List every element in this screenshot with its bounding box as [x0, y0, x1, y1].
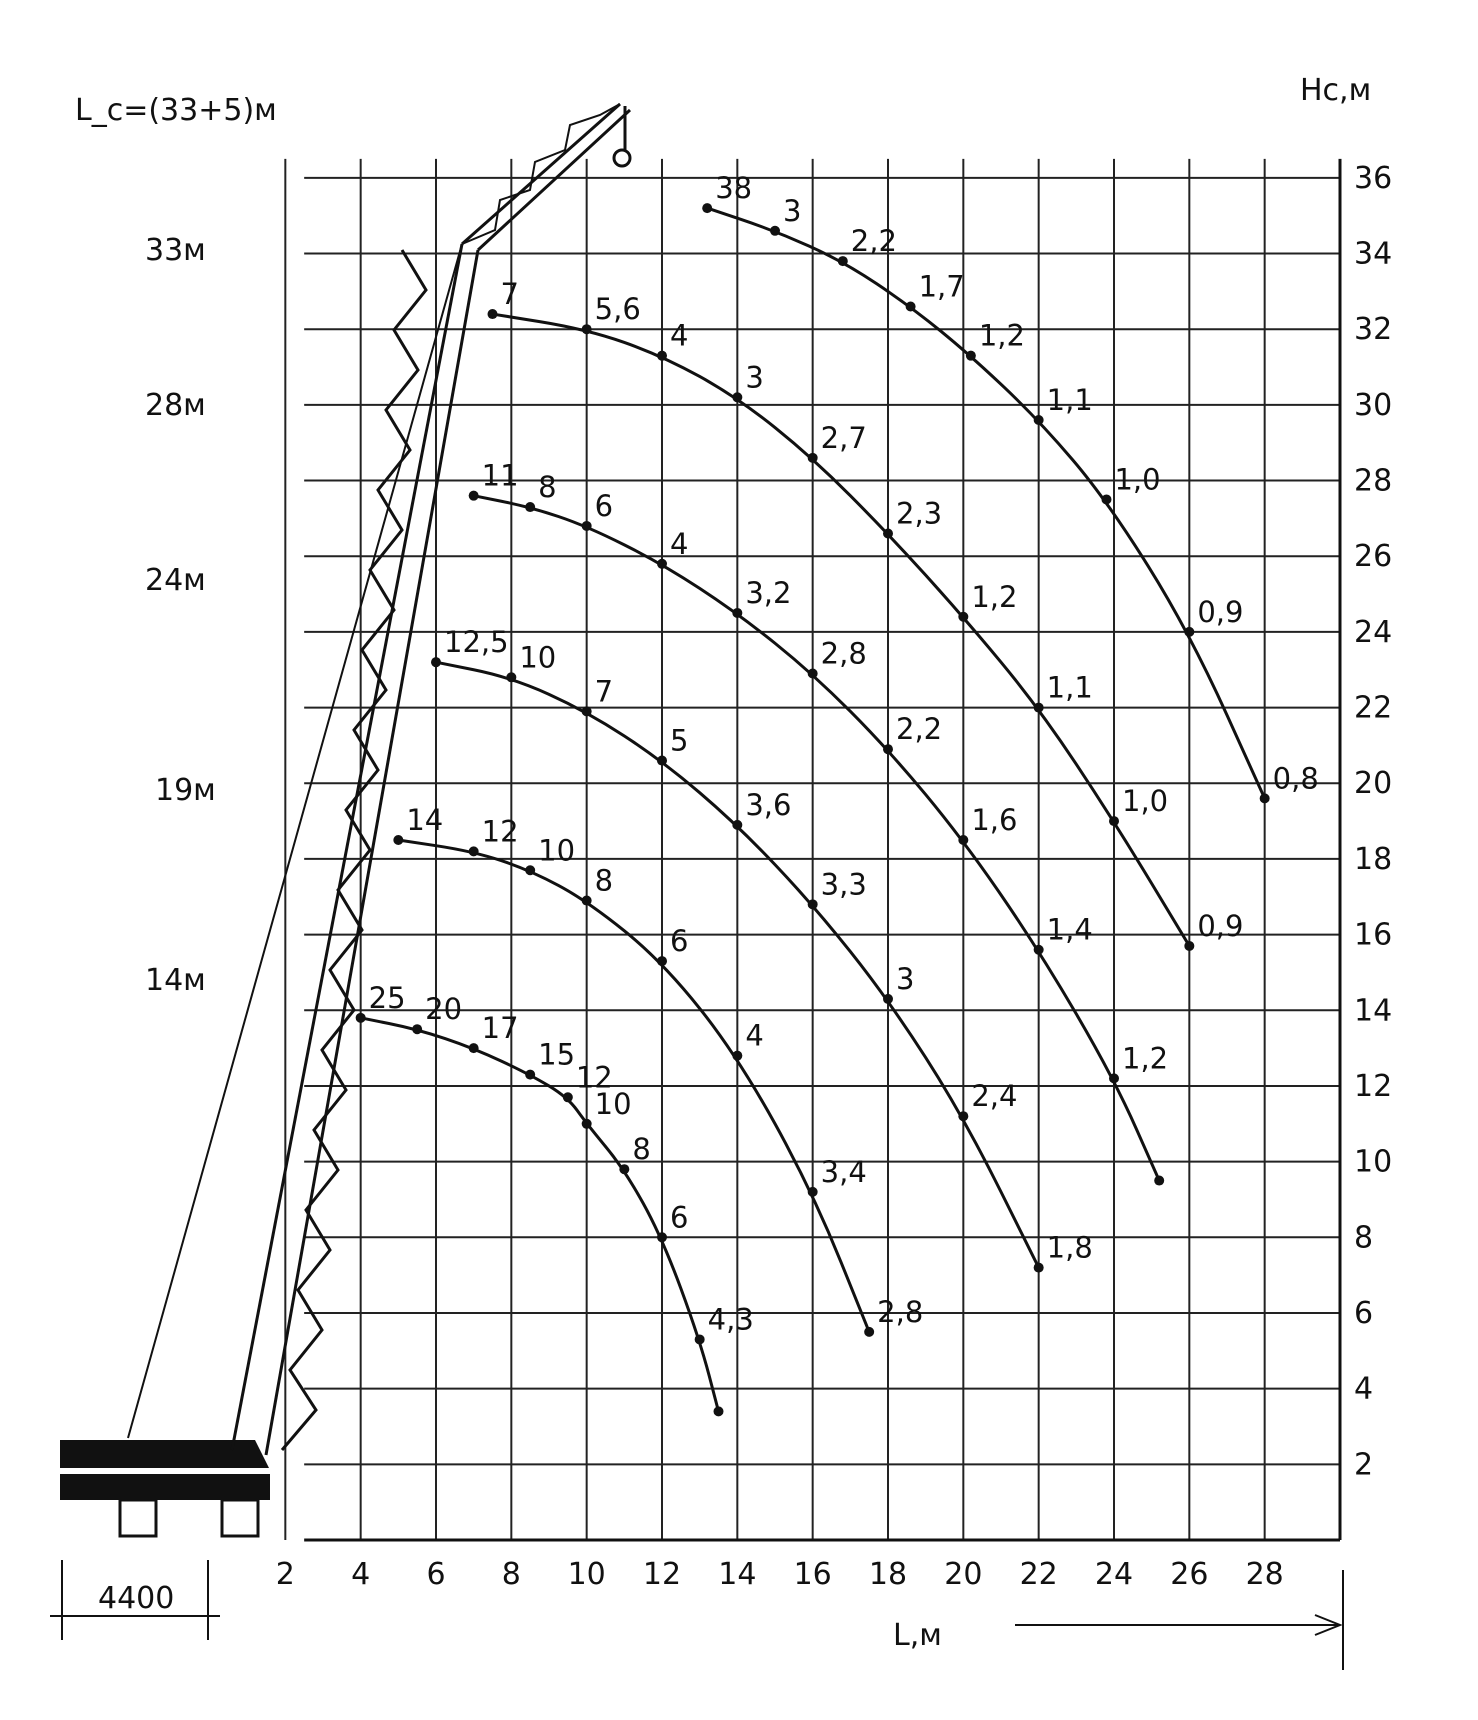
data-point [808, 669, 818, 679]
data-label: 3,3 [820, 867, 867, 902]
data-label: 1,1 [1046, 670, 1093, 705]
data-point [582, 706, 592, 716]
boom-right-edge [266, 250, 478, 1455]
x-tick-label: 6 [426, 1557, 446, 1592]
x-tick-label: 18 [868, 1557, 908, 1592]
boom-length-label: 19м [155, 773, 216, 808]
data-point [619, 1164, 629, 1174]
data-point [883, 994, 893, 1004]
data-point [1101, 494, 1111, 504]
data-label: 2,7 [820, 420, 867, 455]
data-label: 5,6 [594, 292, 641, 327]
axes [145, 159, 1392, 1592]
data-label: 12,5 [444, 625, 509, 660]
data-label: 15 [538, 1037, 576, 1072]
data-point [525, 1070, 535, 1080]
data-point [695, 1334, 705, 1344]
data-label: 12 [481, 814, 519, 849]
x-tick-label: 16 [793, 1557, 832, 1592]
data-point [1034, 945, 1044, 955]
data-label: 10 [519, 640, 557, 675]
data-label: 6 [670, 924, 689, 959]
data-point [732, 820, 742, 830]
data-point [808, 1187, 818, 1197]
y-tick-label: 26 [1354, 539, 1393, 575]
y-tick-label: 4 [1354, 1371, 1374, 1407]
data-label: 4 [670, 318, 689, 353]
chart-title: L_c=(33+5)м [75, 93, 277, 128]
dimension-lines [50, 1560, 1343, 1670]
data-point [657, 559, 667, 569]
data-label: 2,8 [877, 1294, 924, 1329]
data-point [1154, 1176, 1164, 1186]
x-axis-label: L,м [893, 1618, 942, 1653]
data-label: 0,9 [1197, 908, 1244, 943]
data-point [770, 226, 780, 236]
data-point [864, 1327, 874, 1337]
data-label: 1,2 [971, 579, 1018, 614]
data-point [702, 203, 712, 213]
data-label: 3,6 [745, 787, 792, 822]
data-point [1260, 793, 1270, 803]
data-label: 25 [368, 980, 406, 1015]
data-point [657, 956, 667, 966]
data-point [582, 896, 592, 906]
data-point [883, 529, 893, 539]
data-label: 8 [594, 863, 614, 898]
data-label: 7 [594, 674, 614, 709]
data-point [966, 351, 976, 361]
data-point [563, 1092, 573, 1102]
data-label: 7 [500, 277, 519, 312]
data-label: 2,8 [820, 636, 867, 671]
data-label: 3 [745, 360, 764, 395]
data-label: 20 [425, 992, 463, 1027]
data-label: 12 [575, 1060, 613, 1095]
data-label: 1,4 [1046, 912, 1093, 947]
data-point [657, 756, 667, 766]
load-curves [356, 171, 1319, 1416]
data-point [808, 899, 818, 909]
y-tick-label: 12 [1354, 1068, 1393, 1104]
data-label: 2,2 [850, 224, 897, 259]
data-label: 3,2 [745, 575, 792, 610]
data-label: 3 [783, 193, 802, 228]
x-tick-label: 8 [501, 1557, 521, 1592]
data-label: 1,7 [918, 269, 965, 304]
data-point [732, 1051, 742, 1061]
data-point [958, 835, 968, 845]
data-point [714, 1406, 724, 1416]
boom-lattice [282, 250, 426, 1450]
y-tick-label: 6 [1354, 1295, 1374, 1331]
y-tick-label: 28 [1354, 463, 1393, 499]
data-point [582, 521, 592, 531]
data-point [582, 1119, 592, 1129]
x-tick-label: 12 [642, 1557, 682, 1592]
data-point [1184, 627, 1194, 637]
data-label: 1,1 [1046, 383, 1093, 417]
data-label: 1,2 [1122, 1041, 1169, 1076]
data-point [1184, 941, 1194, 951]
y-tick-label: 34 [1354, 236, 1393, 272]
y-tick-label: 14 [1354, 993, 1393, 1029]
data-point [732, 608, 742, 618]
y-tick-label: 24 [1354, 614, 1393, 650]
x-tick-label: 14 [718, 1557, 757, 1592]
grid [285, 159, 1340, 1540]
data-label: 0,9 [1197, 594, 1244, 629]
y-tick-label: 2 [1354, 1447, 1374, 1483]
data-label: 2,3 [896, 496, 943, 531]
series-line-base [361, 1018, 719, 1412]
y-tick-label: 18 [1354, 841, 1393, 877]
crane-track-right [222, 1500, 258, 1536]
boom-left-edge [232, 244, 462, 1450]
data-point [469, 846, 479, 856]
data-label: 3,4 [820, 1154, 867, 1189]
data-label: 38 [715, 171, 753, 206]
data-label: 4 [670, 526, 689, 561]
data-point [657, 351, 667, 361]
crane-track-left [120, 1500, 156, 1536]
crane-illustration [60, 104, 630, 1536]
data-label: 14 [406, 803, 444, 837]
x-tick-label: 24 [1094, 1557, 1134, 1592]
data-point [958, 612, 968, 622]
data-point [525, 502, 535, 512]
data-label: 3 [896, 961, 915, 996]
data-label: 8 [538, 470, 557, 505]
dimension-label: 4400 [98, 1581, 175, 1616]
y-tick-label: 22 [1354, 690, 1393, 726]
data-label: 1,6 [971, 803, 1018, 837]
data-label: 4 [745, 1018, 764, 1053]
data-label: 5 [670, 723, 689, 758]
crane-base-stripe [60, 1468, 270, 1474]
data-point [469, 1043, 479, 1053]
data-point [883, 744, 893, 754]
data-label: 10 [594, 1086, 632, 1121]
hook [614, 150, 630, 166]
series-line-33м [707, 208, 1264, 798]
y-tick-label: 32 [1354, 312, 1393, 348]
y-axis-label: Hc,м [1300, 73, 1372, 108]
data-label: 2,4 [971, 1079, 1018, 1114]
y-tick-label: 16 [1354, 917, 1393, 953]
data-point [506, 672, 516, 682]
data-point [469, 491, 479, 501]
boom-length-label: 28м [145, 388, 206, 423]
data-point [732, 392, 742, 402]
x-tick-label: 28 [1245, 1557, 1284, 1592]
data-point [488, 309, 498, 319]
data-label: 8 [632, 1132, 651, 1167]
data-label: 10 [538, 833, 576, 868]
data-label: 1,2 [978, 318, 1025, 353]
data-point [657, 1232, 667, 1242]
data-point [1034, 703, 1044, 713]
x-tick-label: 26 [1170, 1557, 1209, 1592]
x-tick-label: 20 [944, 1557, 983, 1592]
data-label: 6 [594, 488, 614, 523]
data-label: 11 [481, 458, 519, 493]
data-point [356, 1013, 366, 1023]
data-label: 0,8 [1272, 761, 1319, 796]
data-point [431, 657, 441, 667]
data-point [525, 865, 535, 875]
data-point [1034, 1263, 1044, 1273]
data-point [906, 301, 916, 311]
x-tick-label: 4 [351, 1557, 371, 1592]
data-label: 1,8 [1046, 1230, 1093, 1265]
data-label: 1,0 [1122, 784, 1169, 819]
data-label: 17 [481, 1011, 519, 1046]
data-point [393, 835, 403, 845]
data-point [808, 453, 818, 463]
data-label: 1,0 [1114, 462, 1161, 497]
y-tick-label: 10 [1354, 1144, 1393, 1180]
data-point [412, 1024, 422, 1034]
data-label: 2,2 [896, 712, 943, 747]
y-tick-label: 36 [1354, 160, 1393, 196]
y-tick-label: 8 [1354, 1220, 1374, 1256]
data-label: 6 [670, 1200, 689, 1235]
x-tick-label: 2 [275, 1557, 295, 1592]
data-label: 4,3 [707, 1302, 754, 1337]
boom-length-label: 24м [145, 563, 206, 598]
x-tick-label: 22 [1019, 1557, 1058, 1592]
jib-lower [462, 104, 620, 244]
x-tick-label: 10 [567, 1557, 606, 1592]
boom-length-label: 33м [145, 233, 206, 268]
data-point [958, 1111, 968, 1121]
y-tick-label: 20 [1354, 766, 1393, 802]
y-tick-label: 30 [1354, 387, 1393, 423]
data-point [838, 256, 848, 266]
data-point [1109, 816, 1119, 826]
data-point [1109, 1073, 1119, 1083]
jib-upper [478, 110, 630, 250]
data-point [582, 324, 592, 334]
boom-length-label: 14м [145, 963, 206, 998]
data-point [1034, 415, 1044, 425]
